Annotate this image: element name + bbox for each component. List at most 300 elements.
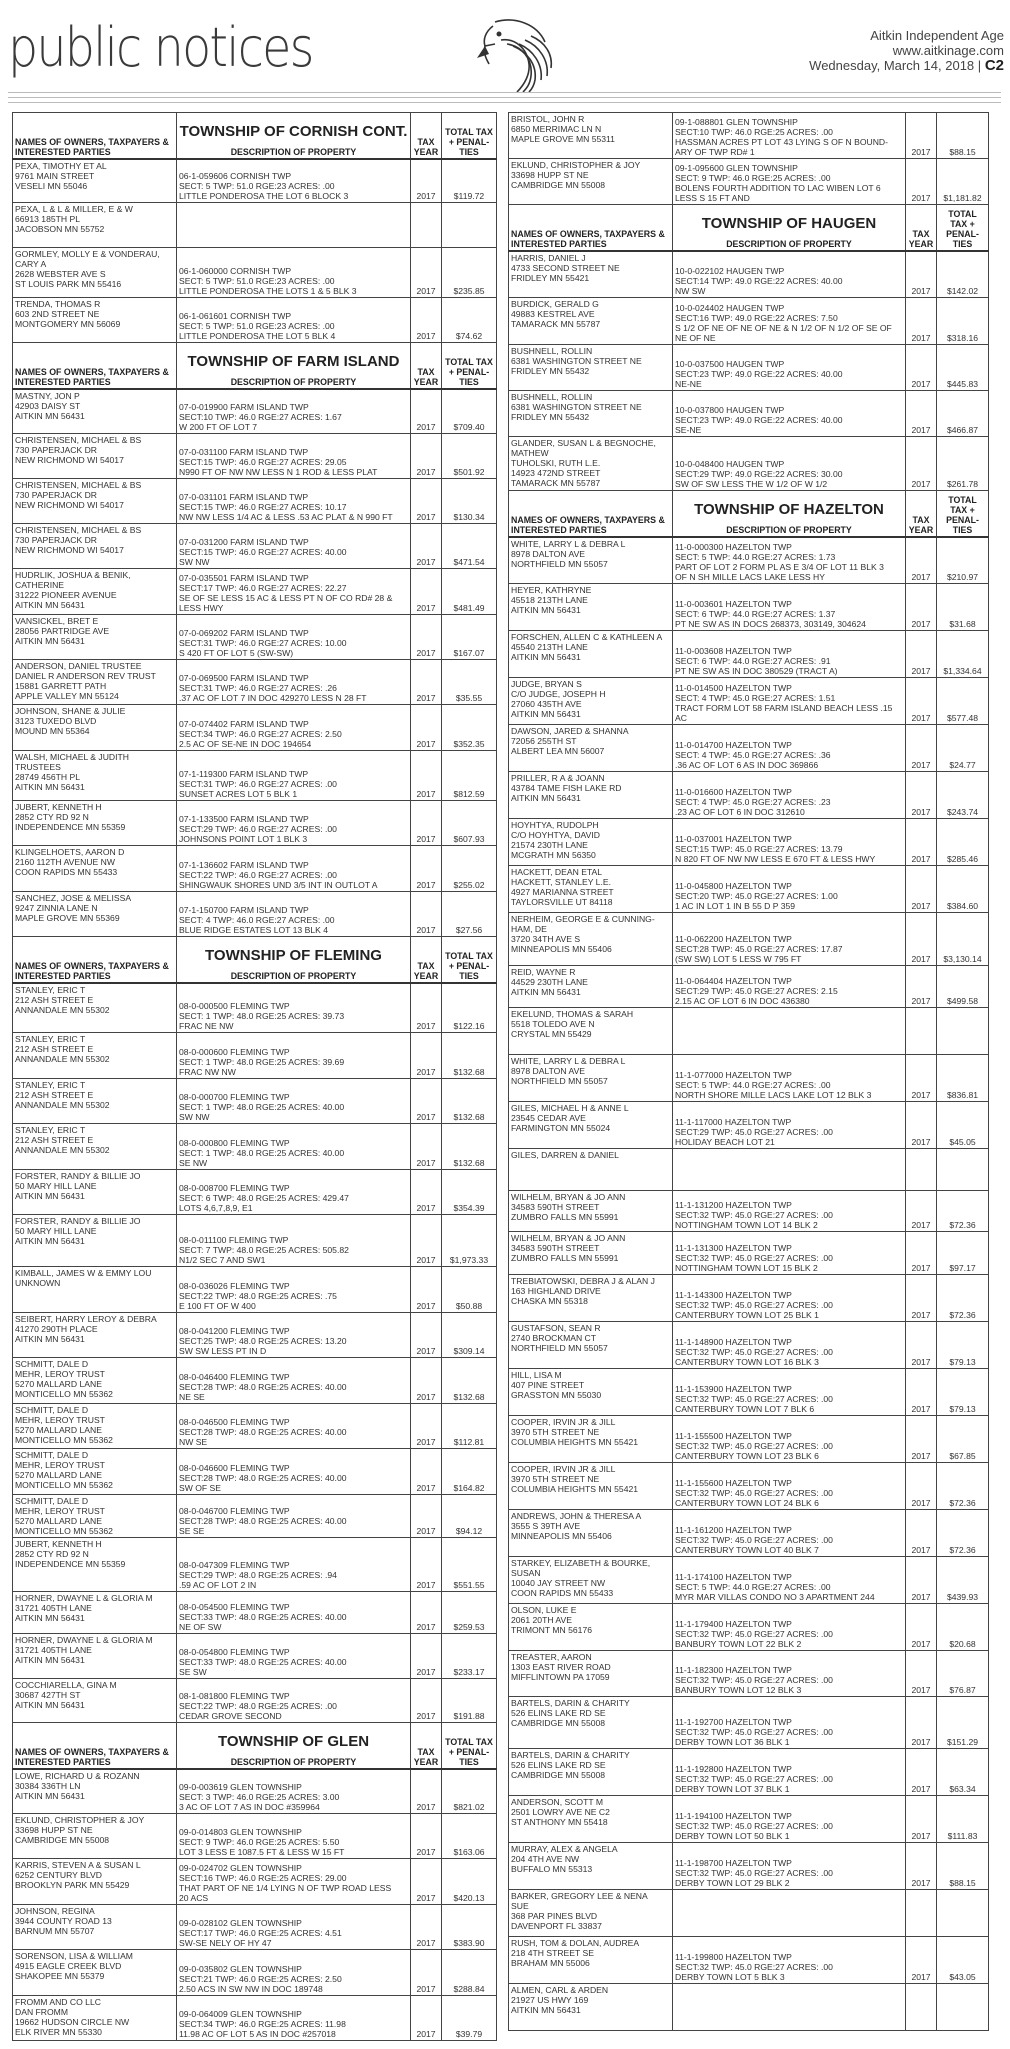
text-line: SW-SE NELY OF HY 47 — [179, 1938, 272, 1948]
text-line: N 820 FT OF NW NW LESS E 670 FT & LESS HWY — [675, 854, 876, 864]
owner-cell — [13, 298, 177, 343]
text-line: 3123 TUXEDO BLVD — [15, 716, 97, 726]
text-line: EKLUND, CHRISTOPHER & JOY — [15, 1815, 145, 1825]
text-line: 07-0-069202 FARM ISLAND TWP — [179, 628, 309, 638]
property-description-cell — [673, 1984, 906, 2031]
text-line: 11-0-062200 HAZELTON TWP — [675, 934, 792, 944]
left-column — [12, 112, 496, 2041]
text-line: 11-0-014700 HAZELTON TWP — [675, 740, 792, 750]
text-line: 2061 20TH AVE — [511, 1615, 572, 1625]
total-tax-cell: $97.17 — [937, 1232, 989, 1275]
tax-year-cell: 2017 — [411, 1170, 442, 1215]
text-line: 526 ELINS LAKE RD SE — [511, 1760, 606, 1770]
owner-cell — [509, 1984, 673, 2031]
text-line: NERHEIM, GEORGE E & CUNNING- — [511, 914, 655, 924]
total-tax-cell: $285.46 — [937, 819, 989, 866]
text-line: DAN FROMM — [15, 2007, 68, 2017]
table-row — [13, 1170, 497, 1215]
table-row — [509, 866, 989, 913]
table-row — [509, 1232, 989, 1275]
text-line: LITTLE PONDEROSA THE LOT 5 BLK 4 — [179, 331, 336, 341]
table-row — [509, 159, 989, 205]
total-column-header: TOTAL TAX + PENAL- TIES — [937, 491, 989, 537]
text-line: ARY OF TWP RD# 1 — [675, 147, 755, 157]
text-line: SECT: 4 TWP: 45.0 RGE:27 ACRES: .23 — [675, 797, 831, 807]
property-description-cell — [177, 1950, 411, 1996]
township-name: TOWNSHIP OF FARM ISLAND — [187, 352, 400, 370]
owner-cell — [13, 705, 177, 751]
tax-year-cell: 2017 — [411, 1859, 442, 1905]
text-line: DERBY TOWN LOT 36 BLK 1 — [675, 1737, 790, 1747]
tax-year-column-header: TAX YEAR — [906, 205, 937, 251]
text-line: AITKIN MN 56431 — [15, 1790, 85, 1801]
table-row — [13, 1634, 497, 1679]
township-title-cell — [673, 205, 906, 251]
property-description-cell — [177, 1905, 411, 1950]
text-line: ZUMBRO FALLS MN 55991 — [511, 1212, 619, 1222]
text-line: SECT:23 TWP: 49.0 RGE:22 ACRES: 40.00 — [675, 369, 843, 379]
text-line: COON RAPIDS MN 55433 — [511, 1588, 614, 1598]
owner-cell — [509, 1749, 673, 1796]
text-line: 11-1-153900 HAZELTON TWP — [675, 1384, 792, 1394]
text-line: MASTNY, JON P — [15, 390, 80, 401]
text-line: SECT:32 TWP: 45.0 RGE:27 ACRES: .00 — [675, 1868, 833, 1878]
table-row — [13, 705, 497, 751]
text-line: 212 ASH STREET E — [15, 1135, 94, 1145]
tax-year-cell: 2017 — [411, 1033, 442, 1079]
tax-year-cell: 2017 — [906, 1322, 937, 1369]
text-line: 14923 472ND STREET — [511, 468, 601, 478]
owner-cell — [13, 1996, 177, 2041]
township-header-row — [13, 113, 497, 159]
tax-year-column-header: TAX YEAR — [411, 343, 442, 389]
text-line: KIMBALL, JAMES W & EMMY LOU — [15, 1268, 152, 1278]
tax-list-table-left — [12, 112, 497, 2041]
table-row — [509, 1275, 989, 1322]
table-row — [509, 819, 989, 866]
text-line: TRENDA, THOMAS R — [15, 299, 101, 309]
text-line: 21574 230TH LANE — [511, 840, 588, 850]
table-row — [509, 1416, 989, 1463]
text-line: SECT:32 TWP: 45.0 RGE:27 ACRES: .00 — [675, 1253, 833, 1263]
text-line: AITKIN MN 56431 — [15, 1700, 85, 1710]
table-row — [509, 1008, 989, 1055]
text-line: SCHMITT, DALE D — [15, 1359, 89, 1369]
right-column — [508, 112, 988, 2031]
text-line: GORMLEY, MOLLY E & VONDERAU, — [15, 249, 160, 259]
tax-year-cell: 2017 — [411, 298, 442, 343]
table-row — [13, 1124, 497, 1170]
website: www.aitkinage.com — [892, 43, 1004, 58]
table-row — [13, 1679, 497, 1723]
text-line: AITKIN MN 56431 — [15, 1655, 85, 1665]
text-line: NE OF SW — [179, 1622, 222, 1632]
owner-cell — [13, 569, 177, 615]
table-row — [509, 772, 989, 819]
text-line: COLUMBIA HEIGHTS MN 55421 — [511, 1484, 639, 1494]
owner-cell — [13, 1538, 177, 1592]
total-tax-cell: $163.06 — [442, 1814, 497, 1859]
text-line: JUDGE, BRYAN S — [511, 679, 582, 689]
text-line: EKLUND, CHRISTOPHER & JOY — [511, 160, 641, 170]
text-line: 31721 405TH LANE — [15, 1645, 92, 1655]
text-line: ST ANTHONY MN 55418 — [511, 1817, 608, 1827]
text-line: 368 PAR PINES BLVD — [511, 1911, 598, 1921]
property-description-cell — [673, 298, 906, 345]
total-tax-cell: $420.13 — [442, 1859, 497, 1905]
text-line: HORNER, DWAYNE L & GLORIA M — [15, 1593, 153, 1603]
property-description-cell — [177, 1996, 411, 2041]
tax-year-cell: 2017 — [411, 983, 442, 1033]
text-line: SW OF SW LESS THE W 1/2 OF W 1/2 — [675, 479, 828, 489]
text-line: TAMARACK MN 55787 — [511, 478, 601, 488]
table-row — [13, 1996, 497, 2041]
total-tax-cell: $72.36 — [937, 1191, 989, 1232]
text-line: SECT:28 TWP: 45.0 RGE:27 ACRES: 17.87 — [675, 944, 843, 954]
text-line: BANBURY TOWN LOT 12 BLK 3 — [675, 1685, 802, 1695]
tax-year-cell: 2017 — [906, 1557, 937, 1604]
text-line: STARKEY, ELIZABETH & BOURKE, — [511, 1558, 651, 1568]
text-line: SECT:29 TWP: 45.0 RGE:27 ACRES: .00 — [675, 1127, 833, 1137]
text-line: 4915 EAGLE CREEK BLVD — [15, 1961, 122, 1971]
township-name: TOWNSHIP OF HAUGEN — [701, 214, 877, 232]
owner-cell — [509, 1322, 673, 1369]
text-line: NEW RICHMOND WI 54017 — [15, 455, 124, 465]
text-line: EKELUND, THOMAS & SARAH — [511, 1009, 634, 1019]
text-line: SECT: 6 TWP: 48.0 RGE:25 ACRES: 429.47 — [179, 1193, 349, 1203]
total-tax-cell: $88.15 — [937, 113, 989, 159]
text-line: CAMBRIDGE MN 55008 — [15, 1835, 110, 1845]
text-line: AITKIN MN 56431 — [511, 652, 581, 662]
table-row — [509, 298, 989, 345]
total-tax-cell — [937, 1008, 989, 1055]
table-row — [509, 1510, 989, 1557]
tax-year-cell: 2017 — [906, 725, 937, 772]
owner-cell — [509, 678, 673, 725]
text-line: 10-0-024402 HAUGEN TWP — [675, 303, 785, 313]
text-line: MATHEW — [511, 448, 549, 458]
text-line: 11-1-143300 HAZELTON TWP — [675, 1290, 792, 1300]
tax-year-cell: 2017 — [906, 1055, 937, 1102]
owner-cell — [509, 1275, 673, 1322]
property-description-cell — [177, 569, 411, 615]
owner-cell — [509, 1055, 673, 1102]
tax-year-cell — [906, 1008, 937, 1055]
owner-cell — [13, 1905, 177, 1950]
text-line: KLINGELHOETS, AARON D — [15, 847, 125, 857]
total-tax-cell — [937, 1984, 989, 2031]
tax-year-cell: 2017 — [906, 1843, 937, 1890]
owner-cell — [13, 1313, 177, 1358]
total-tax-cell: $122.16 — [442, 983, 497, 1033]
text-line: SECT: 6 TWP: 44.0 RGE:27 ACRES: .91 — [675, 656, 831, 666]
township-header-row — [509, 491, 989, 537]
text-line: COCCHIARELLA, GINA M — [15, 1680, 117, 1690]
text-line: SECT:34 TWP: 46.0 RGE:25 ACRES: 11.98 — [179, 2019, 346, 2029]
total-tax-cell: $210.97 — [937, 537, 989, 584]
property-description-cell — [673, 437, 906, 491]
table-row — [13, 1905, 497, 1950]
text-line: 11-0-003608 HAZELTON TWP — [675, 646, 792, 656]
table-row — [13, 1859, 497, 1905]
text-line: N990 FT OF NW NW LESS N 1 ROD & LESS PLAT — [179, 467, 378, 477]
text-line: 3555 S 39TH AVE — [511, 1521, 581, 1531]
text-line: 45540 213TH LANE — [511, 642, 588, 652]
text-line: 31721 405TH LANE — [15, 1603, 92, 1613]
text-line: SECT:16 TWP: 46.0 RGE:25 ACRES: 29.00 — [179, 1873, 347, 1883]
text-line: 11-1-192700 HAZELTON TWP — [675, 1717, 792, 1727]
text-line: NEW RICHMOND WI 54017 — [15, 545, 124, 555]
table-row — [13, 1950, 497, 1996]
text-line: AITKIN MN 56431 — [511, 2005, 581, 2015]
text-line: SE SE — [179, 1526, 205, 1536]
text-line: SECT:28 TWP: 48.0 RGE:25 ACRES: 40.00 — [179, 1516, 347, 1526]
text-line: 07-1-119300 FARM ISLAND TWP — [179, 769, 309, 779]
tax-year-cell: 2017 — [411, 1905, 442, 1950]
text-line: 2.5 AC OF SE-NE IN DOC 194654 — [179, 739, 312, 749]
text-line: 06-1-060000 CORNISH TWP — [179, 266, 292, 276]
property-description-cell — [673, 866, 906, 913]
owner-cell — [509, 772, 673, 819]
table-row — [13, 1215, 497, 1267]
total-tax-cell: $384.60 — [937, 866, 989, 913]
text-line: 06-1-059606 CORNISH TWP — [179, 171, 292, 181]
text-line: 09-0-035802 GLEN TOWNSHIP — [179, 1964, 302, 1974]
table-row — [13, 1267, 497, 1313]
text-line: SECT:28 TWP: 48.0 RGE:25 ACRES: 40.00 — [179, 1473, 347, 1483]
text-line: 730 PAPERJACK DR — [15, 490, 97, 500]
text-line: 09-1-088801 GLEN TOWNSHIP — [675, 117, 798, 127]
owner-cell — [13, 1634, 177, 1679]
property-description-cell — [177, 1449, 411, 1495]
text-line: HILL, LISA M — [511, 1370, 562, 1380]
text-line: 11-0-064404 HAZELTON TWP — [675, 976, 792, 986]
text-line: SW SW LESS PT IN D — [179, 1346, 267, 1356]
text-line: LESS HWY — [179, 603, 224, 613]
text-line: PT NE SW AS IN DOC 380529 (TRACT A) — [675, 666, 838, 676]
property-description-cell — [673, 1604, 906, 1651]
property-description-cell — [177, 1859, 411, 1905]
owner-cell — [13, 846, 177, 892]
total-tax-cell: $261.78 — [937, 437, 989, 491]
text-line: BUSHNELL, ROLLIN — [511, 346, 593, 356]
text-line: 6252 CENTURY BLVD — [15, 1870, 102, 1880]
text-line: 07-1-133500 FARM ISLAND TWP — [179, 814, 309, 824]
text-line: CANTERBURY TOWN LOT 40 BLK 7 — [675, 1545, 819, 1555]
text-line: 11-1-192800 HAZELTON TWP — [675, 1764, 792, 1774]
total-tax-cell: $63.34 — [937, 1749, 989, 1796]
total-tax-cell: $471.54 — [442, 524, 497, 569]
owner-cell — [509, 1463, 673, 1510]
total-tax-cell: $88.15 — [937, 1843, 989, 1890]
table-row — [13, 569, 497, 615]
text-line: FRIDLEY MN 55432 — [511, 412, 590, 422]
tax-year-cell: 2017 — [411, 1358, 442, 1404]
text-line: SECT:22 TWP: 46.0 RGE:27 ACRES: .00 — [179, 870, 337, 880]
text-line: SW OF SE — [179, 1483, 222, 1493]
text-line: 50 MARY HILL LANE — [15, 1226, 97, 1236]
text-line: 2852 CTY RD 92 N — [15, 1549, 89, 1559]
text-line: SECT: 5 TWP: 51.0 RGE:23 ACRES: .00 — [179, 181, 335, 191]
total-tax-cell: $132.68 — [442, 1033, 497, 1079]
owner-cell — [13, 660, 177, 705]
text-line: .59 AC OF LOT 2 IN — [179, 1580, 257, 1590]
total-tax-cell: $39.79 — [442, 1996, 497, 2041]
owner-cell — [13, 1124, 177, 1170]
text-line: BUFFALO MN 55313 — [511, 1864, 593, 1874]
tax-year-cell: 2017 — [906, 1604, 937, 1651]
property-description-cell — [177, 1313, 411, 1358]
text-line: BARTELS, DARIN & CHARITY — [511, 1698, 630, 1708]
text-line: NORTHFIELD MN 55057 — [511, 558, 608, 569]
text-line: 09-1-095600 GLEN TOWNSHIP — [675, 163, 798, 173]
property-description-cell — [673, 1102, 906, 1149]
text-line: 6381 WASHINGTON STREET NE — [511, 356, 642, 366]
property-description-cell — [673, 1749, 906, 1796]
text-line: 4733 SECOND STREET NE — [511, 262, 620, 273]
table-row — [13, 248, 497, 298]
text-line: SECT:20 TWP: 45.0 RGE:27 ACRES: 1.00 — [675, 891, 838, 901]
owner-cell — [509, 866, 673, 913]
masthead — [0, 0, 1010, 110]
text-line: 3 AC OF LOT 7 AS IN DOC #359964 — [179, 1802, 320, 1812]
text-line: OLSON, LUKE E — [511, 1605, 577, 1615]
text-line: BARTELS, DARIN & CHARITY — [511, 1750, 630, 1760]
text-line: 30687 427TH ST — [15, 1690, 81, 1700]
text-line: MOUND MN 55364 — [15, 726, 90, 736]
owner-cell — [13, 615, 177, 660]
owner-cell — [13, 1170, 177, 1215]
text-line: 11-1-199800 HAZELTON TWP — [675, 1952, 792, 1962]
property-description-cell — [673, 631, 906, 678]
owner-cell — [509, 1890, 673, 1937]
text-line: MEHR, LEROY TRUST — [15, 1506, 105, 1516]
text-line: BLUE RIDGE ESTATES LOT 13 BLK 4 — [179, 925, 329, 935]
text-line: SECT: 5 TWP: 51.0 RGE:23 ACRES: .00 — [179, 276, 335, 286]
text-line: 08-0-047309 FLEMING TWP — [179, 1560, 290, 1570]
tax-year-cell: 2017 — [411, 248, 442, 298]
tax-year-cell: 2017 — [906, 966, 937, 1008]
table-row — [509, 1651, 989, 1697]
text-line: 11-1-179400 HAZELTON TWP — [675, 1619, 792, 1629]
text-line: 08-0-000600 FLEMING TWP — [179, 1047, 290, 1057]
text-line: AITKIN MN 56431 — [15, 782, 85, 792]
text-line: SECT:31 TWP: 46.0 RGE:27 ACRES: .26 — [179, 683, 337, 693]
text-line: 08-0-046700 FLEMING TWP — [179, 1506, 290, 1516]
text-line: 23545 CEDAR AVE — [511, 1113, 586, 1123]
township-title-cell — [177, 343, 411, 389]
text-line: 07-0-031100 FARM ISLAND TWP — [179, 447, 309, 457]
total-tax-cell: $821.02 — [442, 1769, 497, 1814]
text-line: SECT:28 TWP: 48.0 RGE:25 ACRES: 40.00 — [179, 1382, 347, 1392]
text-line: 11-1-174100 HAZELTON TWP — [675, 1572, 792, 1582]
total-tax-cell: $167.07 — [442, 615, 497, 660]
text-line: SECT:15 TWP: 46.0 RGE:27 ACRES: 40.00 — [179, 547, 347, 557]
owner-cell — [509, 966, 673, 1008]
text-line: RUSH, TOM & DOLAN, AUDREA — [511, 1938, 640, 1948]
text-line: 2160 112TH AVENUE NW — [15, 857, 115, 867]
township-header-row — [13, 1723, 497, 1769]
text-line: 66913 185TH PL — [15, 214, 80, 224]
tax-year-cell: 2017 — [906, 1796, 937, 1843]
text-line: 44529 230TH LANE — [511, 977, 588, 987]
table-row — [13, 298, 497, 343]
total-tax-cell: $132.68 — [442, 1358, 497, 1404]
issue-date: Wednesday, March 14, 2018 — [809, 58, 975, 73]
text-line: SECT:31 TWP: 46.0 RGE:27 ACRES: 10.00 — [179, 638, 347, 648]
owner-cell — [509, 819, 673, 866]
table-row — [13, 159, 497, 203]
text-line: FORSTER, RANDY & BILLIE JO — [15, 1216, 141, 1226]
property-description-cell — [177, 389, 411, 434]
masthead-rules — [8, 92, 1001, 107]
text-line: MYR MAR VILLAS CONDO NO 3 APARTMENT 244 — [675, 1592, 875, 1602]
text-line: MEHR, LEROY TRUST — [15, 1415, 105, 1425]
owner-cell — [13, 1495, 177, 1538]
text-line: 2628 WEBSTER AVE S — [15, 269, 106, 279]
tax-year-cell: 2017 — [906, 1937, 937, 1984]
text-line: 07-0-069500 FARM ISLAND TWP — [179, 673, 309, 683]
property-description-cell — [177, 1592, 411, 1634]
text-line: 163 HIGHLAND DRIVE — [511, 1286, 601, 1296]
text-line: ANNANDALE MN 55302 — [15, 1145, 110, 1155]
text-line: 10-0-022102 HAUGEN TWP — [675, 266, 785, 276]
text-line: MCGRATH MN 56350 — [511, 850, 596, 860]
table-row — [509, 1463, 989, 1510]
text-line: 28056 PARTRIDGE AVE — [15, 626, 110, 636]
text-line: 3720 34TH AVE S — [511, 934, 581, 944]
property-description-cell — [177, 1124, 411, 1170]
tax-year-cell: 2017 — [411, 1215, 442, 1267]
text-line: 08-0-046600 FLEMING TWP — [179, 1463, 290, 1473]
text-line: JOHNSON, SHANE & JULIE — [15, 706, 126, 716]
tax-year-cell: 2017 — [411, 389, 442, 434]
text-line: SECT:32 TWP: 45.0 RGE:27 ACRES: .00 — [675, 1962, 833, 1972]
tax-year-cell: 2017 — [906, 1463, 937, 1510]
text-line: ANDERSON, SCOTT M — [511, 1797, 603, 1807]
owner-cell — [509, 1557, 673, 1604]
property-description-cell — [673, 1651, 906, 1697]
text-line: WALSH, MICHAEL & JUDITH — [15, 752, 129, 762]
property-description-cell — [673, 678, 906, 725]
text-line: LOTS 4,6,7,8,9, E1 — [179, 1203, 253, 1213]
text-line: 09-0-003619 GLEN TOWNSHIP — [179, 1782, 302, 1792]
text-line: SCHMITT, DALE D — [15, 1405, 89, 1415]
property-description-cell — [177, 983, 411, 1033]
tax-year-cell — [411, 203, 442, 248]
text-line: DERBY TOWN LOT 37 BLK 1 — [675, 1784, 790, 1794]
tax-year-cell: 2017 — [411, 660, 442, 705]
text-line: SECT:32 TWP: 45.0 RGE:27 ACRES: .00 — [675, 1394, 833, 1404]
text-line: 11-0-016600 HAZELTON TWP — [675, 787, 792, 797]
property-description-cell — [177, 1079, 411, 1124]
description-column-header: DESCRIPTION OF PROPERTY — [230, 376, 357, 387]
text-line: AITKIN MN 56431 — [15, 410, 85, 421]
text-line: 27060 435TH AVE — [511, 699, 582, 709]
text-line: 08-0-000500 FLEMING TWP — [179, 1001, 290, 1011]
table-row — [509, 678, 989, 725]
total-column-header: TOTAL TAX + PENAL- TIES — [442, 1723, 497, 1769]
owner-cell — [13, 1358, 177, 1404]
table-row — [13, 846, 497, 892]
text-line: SECT: 5 TWP: 44.0 RGE:27 ACRES: .00 — [675, 1080, 831, 1090]
text-line: SECT:21 TWP: 46.0 RGE:25 ACRES: 2.50 — [179, 1974, 342, 1984]
total-tax-cell: $466.87 — [937, 391, 989, 437]
owner-cell — [13, 203, 177, 248]
text-line: SECT:25 TWP: 48.0 RGE:25 ACRES: 13.20 — [179, 1336, 347, 1346]
owner-cell — [509, 1416, 673, 1463]
description-column-header: DESCRIPTION OF PROPERTY — [230, 1756, 357, 1767]
